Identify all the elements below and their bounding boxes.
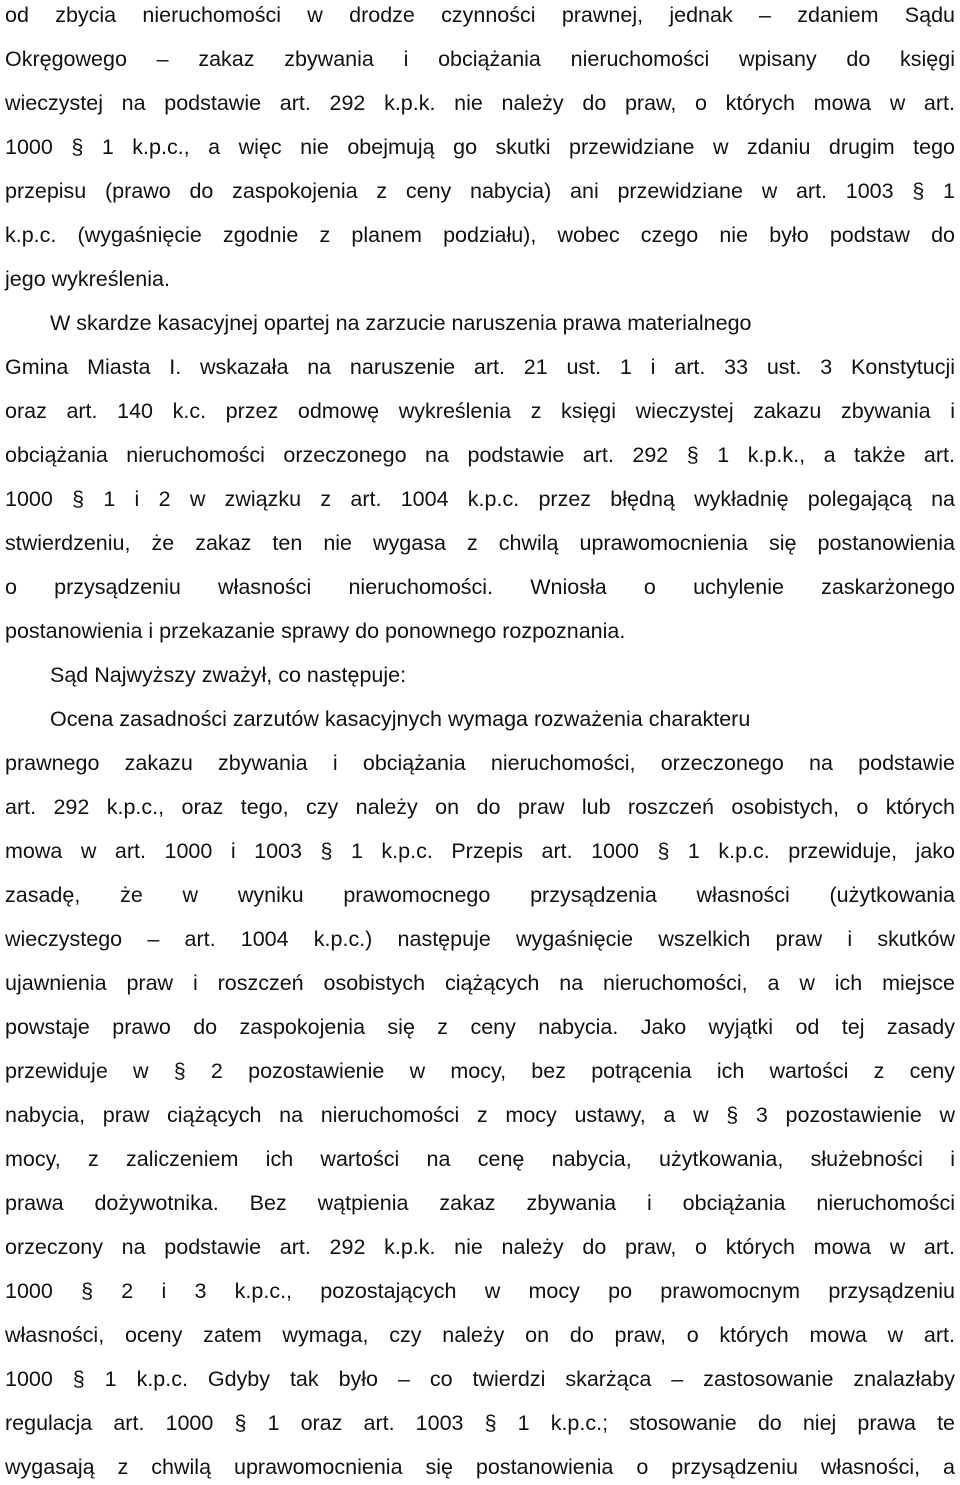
- text-line-12: 1000 § 1 i 2 w związku z art. 1004 k.p.c. przez błędną wykładnię polegającą na: [5, 487, 955, 511]
- section-heading: Sąd Najwyższy zważył, co następuje:: [50, 663, 407, 687]
- text-line-5: przepisu (prawo do zaspokojenia z ceny nabycia) ani przewidziane w art. 1003 § 1: [5, 179, 955, 203]
- text-line-6: k.p.c. (wygaśnięcie zgodnie z planem podziału), wobec czego nie było podstaw do: [5, 223, 955, 247]
- text-line-33: regulacja art. 1000 § 1 oraz art. 1003 § 1 k.p.c.; stosowanie do niej prawa te: [5, 1411, 955, 1435]
- text-line-17: Ocena zasadności zarzutów kasacyjnych wymaga rozważenia charakteru: [50, 707, 751, 731]
- text-line-14: o przysądzeniu własności nieruchomości. Wniosła o uchylenie zaskarżonego: [5, 575, 955, 599]
- text-line-20: mowa w art. 1000 i 1003 § 1 k.p.c. Przepis art. 1000 § 1 k.p.c. przewiduje, jako: [5, 839, 955, 863]
- text-line-13: stwierdzeniu, że zakaz ten nie wygasa z chwilą uprawomocnienia się postanowienia: [5, 531, 955, 555]
- text-line-23: ujawnienia praw i roszczeń osobistych ciążących na nieruchomości, a w ich miejsce: [5, 971, 955, 995]
- text-line-30: 1000 § 2 i 3 k.p.c., pozostających w mocy po prawomocnym przysądzeniu: [5, 1279, 955, 1303]
- text-line-1: od zbycia nieruchomości w drodze czynności prawnej, jednak – zdaniem Sądu: [5, 3, 955, 27]
- text-line-18: prawnego zakazu zbywania i obciążania nieruchomości, orzeczonego na podstawie: [5, 751, 955, 775]
- text-line-22: wieczystego – art. 1004 k.p.c.) następuje wygaśnięcie wszelkich praw i skutków: [5, 927, 955, 951]
- text-line-2: Okręgowego – zakaz zbywania i obciążania nieruchomości wpisany do księgi: [5, 47, 955, 71]
- text-line-21: zasadę, że w wyniku prawomocnego przysądzenia własności (użytkowania: [5, 883, 955, 907]
- text-line-31: własności, oceny zatem wymaga, czy należy on do praw, o których mowa w art.: [5, 1323, 955, 1347]
- text-line-4: 1000 § 1 k.p.c., a więc nie obejmują go skutki przewidziane w zdaniu drugim tego: [5, 135, 955, 159]
- text-line-29: orzeczony na podstawie art. 292 k.p.k. nie należy do praw, o których mowa w art.: [5, 1235, 955, 1259]
- text-line-10: oraz art. 140 k.c. przez odmowę wykreślenia z księgi wieczystej zakazu zbywania i: [5, 399, 955, 423]
- text-line-7: jego wykreślenia.: [5, 267, 170, 291]
- text-line-19: art. 292 k.p.c., oraz tego, czy należy on do praw lub roszczeń osobistych, o których: [5, 795, 955, 819]
- text-line-26: nabycia, praw ciążących na nieruchomości z mocy ustawy, a w § 3 pozostawienie w: [5, 1103, 955, 1127]
- text-line-15: postanowienia i przekazanie sprawy do ponownego rozpoznania.: [5, 619, 626, 643]
- text-line-27: mocy, z zaliczeniem ich wartości na cenę nabycia, użytkowania, służebności i: [5, 1147, 955, 1171]
- text-line-28: prawa dożywotnika. Bez wątpienia zakaz zbywania i obciążania nieruchomości: [5, 1191, 955, 1215]
- text-line-32: 1000 § 1 k.p.c. Gdyby tak było – co twierdzi skarżąca – zastosowanie znalazłaby: [5, 1367, 955, 1391]
- text-line-3: wieczystej na podstawie art. 292 k.p.k. nie należy do praw, o których mowa w art.: [5, 91, 955, 115]
- text-line-34: wygasają z chwilą uprawomocnienia się postanowienia o przysądzeniu własności, a: [5, 1455, 955, 1479]
- text-line-24: powstaje prawo do zaspokojenia się z ceny nabycia. Jako wyjątki od tej zasady: [5, 1015, 955, 1039]
- text-line-8: W skardze kasacyjnej opartej na zarzucie naruszenia prawa materialnego: [50, 311, 752, 335]
- text-line-9: Gmina Miasta I. wskazała na naruszenie art. 21 ust. 1 i art. 33 ust. 3 Konstytucji: [5, 355, 955, 379]
- text-line-11: obciążania nieruchomości orzeczonego na podstawie art. 292 § 1 k.p.k., a także art.: [5, 443, 955, 467]
- text-line-25: przewiduje w § 2 pozostawienie w mocy, bez potrącenia ich wartości z ceny: [5, 1059, 955, 1083]
